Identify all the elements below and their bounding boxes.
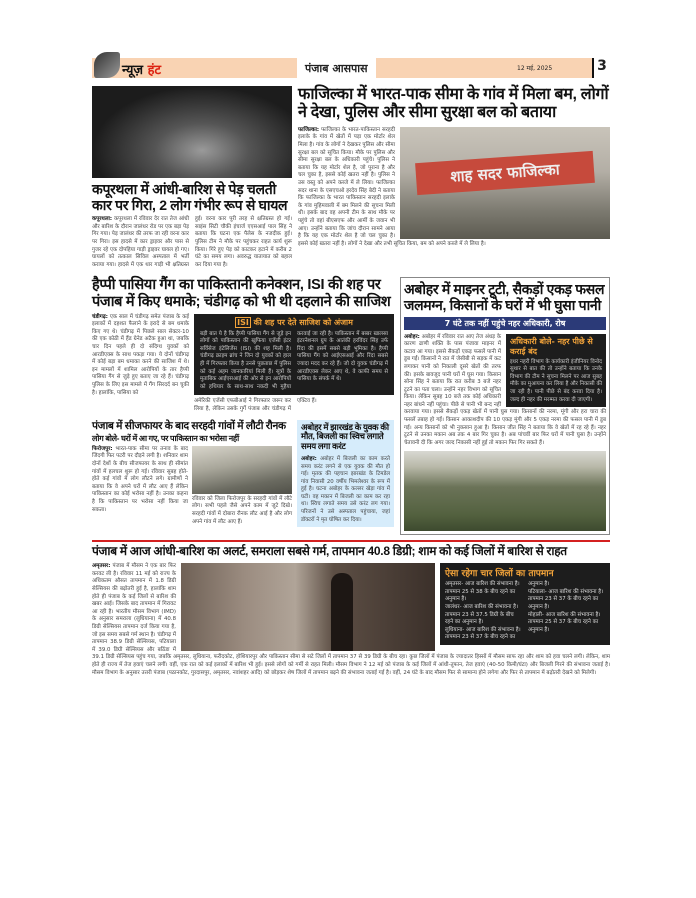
logo — [122, 60, 161, 78]
ceasefire-photo-block — [192, 446, 292, 526]
masthead — [92, 52, 610, 80]
temperature-box-title: ऐसा रहेगा चार जिलों का तापमान — [445, 569, 554, 580]
passia-tail: अमेरिकी एजेंसी एफबीआई ने गिरफ्तार जरूर कर लिया है, लेकिन उसके गुर्गे पंजाब और चंडीगढ़ में एक्टिव हैं। — [194, 398, 317, 413]
issue-date: 12 मई, 2025 — [517, 65, 553, 72]
isi-box-body: बड़ी बात ये है कि हैप्पी पासिया गैंग से जुड़े इन लोगों को पाकिस्तान की खुफिया एजेंसी इंटर सर्विसेज इंटेलिजेंस (ISI) की शह मिली है। चंडीगढ़ क्राइम ब्रांच ने जिन दो युवकों को हाल ही में गिरफ्तार किया है उनसे पूछताछ में पुलिस को कई अहम जानकारियां मिली हैं। सूत्रों के मुताबिक आईएसआई की ओर से इन आरोपियों को हथियार के साथ-साथ नकदी भी मुहैया करवाई जा रही है। पाकिस्तान में बब्बर खालसा इंटरनेशनल ग्रुप के आतंकी हरविंदर सिंह उर्फ रिंदा की इसमें सबसे बड़ी भूमिका है। हैप्पी पासिया गैंग को आईएसआई और रिंदा सबसे ज्यादा मदद कर रहे हैं। जो दो युवक चंडीगढ़ में आरडीएक्स लेकर आए थे, वे काफी समय से पासिया के संपर्क में थे। — [200, 330, 388, 390]
fazilka-headline: फाजिल्का में भारत-पाक सीमा के गांव में मिला बम, लोगों ने देखा, पुलिस और सीमा सुरक्षा बल को बताया — [298, 86, 609, 122]
officials-box-body: इधर नहरी विभाग के कार्यकारी इंजीनियर विनोद सुथार से बात की तो उन्होंने बताया कि उनके विभाग की टीम ने सूचना मिलने पर आज सुबह मौके का मुआयना कर लिया है और निकासी की जा रही है। पानी पीछे से बंद करवा दिया है। जल्द ही नहर की मरम्मत करवा दी जाएगी। — [510, 358, 602, 403]
dateline: चंडीगढ़: — [92, 313, 108, 320]
officials-box — [506, 334, 606, 408]
dateline: कपूरथला: — [92, 216, 113, 223]
weather-headline: पंजाब में आज आंधी-बारिश का अलर्ट, समराला सबसे गर्म, तापमान 40.8 डिग्री; शाम को कई जिलों में बारिश से राहत — [92, 544, 567, 559]
newspaper-page — [92, 52, 610, 677]
isi-box-title: ISI की शह पर देते साजिश को अंजाम — [237, 317, 353, 327]
ceasefire-caption: रविवार को जिला फिरोजपुर के सरहदी गांवों में लौटे लोग। सभी पहले जैसे अपने काम में जुटे दिखे। सरहदी गांवों में दोबारा रौनक लौट आई है और लोग अपने गांव में लौट आए हैं। — [192, 495, 292, 525]
abohar-canal-content — [404, 334, 606, 448]
ceasefire-story — [92, 420, 292, 527]
article-text: अबोहर में रविवार रात आए तेज अंधड़ के कारण ढाणी शक्ति के पास पंजावा माइनर में कटाव आ गया। इससे सैकड़ों एकड़ फसलें पानी में डूब गईं। किसानों ने रात में जेसीबी से सड़क में कट लगाकर पानी को निकाली दूसरे खेतों की तरफ की। इसके बावजूद पानी घरों में घुस गया। किसान सोना सिंह ने बताया कि रात करीब 3 बजे नहर टूटने का पता चला। उन्होंने नहर विभाग को सूचित किया। लेकिन सुबह 10 बजे तक कोई अधिकारी नहर बांधने नहीं पहुंचा। पीछे से पानी भी बन्द नहीं करवाया गया। इससे सैकड़ों एकड़ खेतों में पानी घुस गया। किसानों की नरमा, मूंगी और हरा चारा की फसलें तबाह हो गईं। किसान आकाशदीप की 10 एकड़ मूंगी और 5 एकड़ नरमा की फसल पानी में डूब गई। अन्य किसानों को भी नुकसान हुआ है। किसान जीत सिंह ने बताया कि वे खेतों में रह रहे हैं। नहर टूटने से उनका मकान अब तक 4 बार गिर चुका है। अब पांचवीं बार फिर घरों में पानी घुसा है। उन्होंने चेतावनी दी कि अगर जल्द निकासी नहीं हुई तो मकान फिर गिर सकते हैं। — [404, 333, 606, 446]
dateline: फिरोजपुर: — [92, 445, 113, 452]
passia-content — [92, 314, 394, 414]
article-text: कपूरथला में रविवार देर रात तेज आंधी और बारिश के दौरान जालंधर रोड पर एक बड़ा पेड़ गिर गया। पेड़ जालंधर की तरफ जा रही वरना कार पर गिरा। इस हादसे में कार ड्राइवर और पास से गुजर रहे एक दोपहिया गाड़ी ड्राइवर घायल हो गए। घायलों को तत्काल सिविल अस्पताल में भर्ती कराया गया। हादसे में एक थार गाड़ी भी क्षतिग्रस्त हुई। वरना कार पूरी तरह से क्षतिग्रस्त हो गई। साइंस सिटी चौकी इंचार्ज एएसआई पाल सिंह ने बताया कि घटना एक पैलेस के नजदीक हुई। पुलिस टीम ने मौके पर पहुंचकर राहत कार्य शुरू किया। गिरे हुए पेड़ को काटकर हटाने में करीब 2 घंटे का समय लगा। अवरुद्ध यातायात को बहाल कर दिया गया है। — [92, 216, 292, 268]
kapurthala-headline: कपूरथला में आंधी-बारिश से पेड़ चलती कार पर गिरा, 2 लोग गंभीर रूप से घायल — [92, 181, 288, 214]
person-silhouette — [331, 573, 353, 651]
abohar-canal-frame — [400, 277, 610, 535]
logo-text-accent: हंट — [147, 63, 162, 78]
isi-box — [194, 314, 394, 396]
kapurthala-body — [92, 216, 292, 269]
fazilka-story — [298, 86, 610, 248]
kapurthala-photo — [92, 86, 292, 178]
sign-board: शाह सदर फाजिल्का — [415, 151, 595, 195]
ceasefire-photo — [192, 446, 292, 494]
middle-row — [92, 277, 610, 535]
ceasefire-content — [92, 446, 292, 526]
kapurthala-story — [92, 86, 292, 269]
abohar-death-body — [301, 456, 390, 524]
dateline: अबोहर: — [301, 455, 317, 462]
weather-photo — [181, 563, 435, 651]
ceasefire-row — [92, 420, 394, 528]
logo-text: न्यूज़ — [122, 63, 144, 78]
officials-box-title: अधिकारी बोले- नहर पीछे से कराई बंद — [510, 336, 593, 356]
divider-red — [92, 540, 610, 542]
fazilka-content — [298, 127, 610, 249]
dateline: अमृतसर: — [92, 563, 111, 570]
abohar-death-box — [297, 420, 394, 528]
article-text: फाजिल्का के भारत-पाकिस्तान सरहदी इलाके के गांव में खेतों में पड़ा एक मोर्टार शेल मिला है। गांव के लोगों ने देखकर पुलिस और सीमा सुरक्षा बल को सूचित किया। मौके पर पुलिस और सीमा सुरक्षा बल के अधिकारी पहुंचे। पुलिस ने बताया कि यह मोर्टार शेल है, जो पुराना है और चल चुका है, इससे कोई खतरा नहीं है। पुलिस ने उस वस्तु को अपने कब्जे में ले लिया। फाजिल्का सदर थाना के एसएचओ हरदेव सिंह बेदी ने बताया कि फाजिल्का के भारत पाकिस्तान सरहदी इलाके के गांव मुहिमवाली में बम मिलने की सूचना मिली थी। इसके बाद वह अपनी टीम के साथ मौके पर पहुंचे तो वहां बीएसएफ और आर्मी के जवान भी आए। उन्होंने बताया कि जांच दौरान सामने आया है कि यह एक मोर्टार शेल है जो चल चुका है। इससे कोई खतरा नहीं है। लोगों ने देखा और तभी सूचित किया, बम को अपने कब्जे में ले लिया है। — [298, 126, 486, 247]
ceasefire-headline: पंजाब में सीजफायर के बाद सरहदी गांवों में लौटी रौनक — [92, 419, 286, 432]
page-number: 3 — [592, 58, 610, 78]
section-title: पंजाब आसपास — [297, 58, 376, 78]
top-row — [92, 86, 610, 269]
temperature-box — [440, 563, 610, 645]
passia-body — [92, 314, 189, 398]
temperature-item: मोहाली- आज बारिश की संभावना है। तापमान 25 से 37 के बीच रहने का अनुमान है। — [528, 611, 601, 633]
passia-right — [194, 314, 394, 414]
abohar-death-headline: अबोहर में झारखंड के युवक की मौत, बिजली का स्विच लगाते समय लगा करंट — [301, 421, 389, 452]
left-middle-column — [92, 277, 394, 527]
abohar-canal-photo — [404, 451, 606, 531]
article-text: भारत-पाक सीमा पर तनाव के बाद जिंदगी फिर पटरी पर दौड़ने लगी है। शनिवार शाम दोनों देशों के बीच सीजफायर के साथ ही सीमांत गांवों में हलचल शुरू हो गई। रविवार सुबह होते-होते कई गांवों में लोग लौटने लगे। ग्रामीणों ने बताया कि वे अपने घरों में लौट आए हैं लेकिन पाकिस्तान का कोई भरोसा नहीं है। उनका कहना है कि पाकिस्तान पर भरोसा नहीं किया जा सकता। — [92, 445, 189, 513]
temperature-item: लुधियाना- आज बारिश की संभावना है। तापमान 23 से 37 के बीच रहने का अनुमान है। — [445, 581, 550, 641]
temperature-item: अमृतसर- आज बारिश की संभावना है। तापमान 25 से 38 के बीच रहने का अनुमान है। — [445, 581, 520, 603]
article-text: पंजाब में मौसम ने एक बार फिर करवट ली है। रविवार 11 मई को राज्य के अधिकतम औसत तापमान में 1.8 डिग्री सेल्सियस की बढ़ोतरी हुई है, हालांकि शाम होते ही पंजाब के कई जिलों से बारिश की खबर आई। जिसके बाद तापमान में गिरावट आ रही है। भारतीय मौसम विभाग (IMD) के अनुसार समराला (लुधियाना) में 40.8 डिग्री सेल्सियस तापमान दर्ज किया गया है, जो इस समय सबसे गर्म स्थान है। चंडीगढ़ में तापमान 38.9 डिग्री सेल्सियस, पटियाला में 39.0 डिग्री सेल्सियस और बठिंडा में 39.1 डिग्री सेल्सियस पहुंच गया, जबकि अमृतसर, लुधियाना, फरीदकोट, होशियारपुर और पाकिस्तान सीमा से सटे जिलों में तापमान 37 से 39 डिग्री के बीच रहा। कुछ जिलों में पंजाब के ज्यादातर हिस्सों में मौसम साफ रहा और शाम को हवा चलने लगी। लेकिन, शाम होते ही राज्य में तेज हवाएं चलने लगीं। वहीं, एक रात को कई इलाकों में बारिश भी हुई। इससे लोगों को गर्मी से राहत मिली। मौसम विभाग ने 12 मई को पंजाब के कई जिलों में आंधी-तूफान, तेज हवाएं (40-50 किमी/घंटा) और बिजली गिरने की संभावना जताई है। मौसम विभाग के अनुसार उत्तरी पंजाब (पठानकोट, गुरदासपुर, अमृतसर, नवांशहर आदि) को छोड़कर शेष जिलों में तापमान बढ़ने की संभावना जताई गई है। वहीं, 24 घंटे के बाद मौसम फिर से सामान्य होने लगेगा और फिर से तापमान में बढ़ोतरी देखने को मिलेगी। — [92, 563, 610, 676]
passia-headline: हैप्पी पासिया गैंग का पाकिस्तानी कनेक्शन, ISI की शह पर पंजाब में किए धमाके; चंडीगढ़ को भी थी दहलाने की साजिश — [92, 277, 391, 311]
logo-bird-icon — [94, 52, 120, 78]
fazilka-photo — [400, 127, 610, 239]
temperature-list — [445, 581, 605, 642]
dateline: फाजिल्का: — [298, 126, 320, 133]
ceasefire-subhead: लोग बोले- घरों में आ गए, पर पाकिस्तान का भरोसा नहीं — [92, 433, 239, 443]
article-text: एक साल में चंडीगढ़ समेत पंजाब के कई इलाकों में दहशत फैलाने के इरादे से बम धमाके किए गए थे। चंडीगढ़ में पिछले साल सेक्टर-10 की एक कोठी में हैंड ग्रेनेड अटैक हुआ था, जबकि चार दिन पहले ही दो संदिग्ध युवकों को आरडीएक्स के साथ पकड़ा गया। ये दोनों चंडीगढ़ में कोई बड़ा बम धमाका करने की साजिश में थे। इन मामलों में शामिल आरोपियों के तार हैप्पी पासिया गैंग से जुड़े हुए बताए जा रहे हैं। चंडीगढ़ पुलिस के लिए इस मामले में गैंग सिरदर्द बन चुकी है। हालांकि, पासिया को — [92, 313, 189, 396]
temperature-item: जालंधर- आज बारिश की संभावना है। तापमान 23 से 37.5 डिग्री के बीच रहने का अनुमान है। — [445, 604, 518, 626]
abohar-canal-subhead: 7 घंटे तक नहीं पहुंचे नहर अधिकारी, रोष — [404, 317, 606, 330]
dateline: अबोहर: — [404, 333, 420, 340]
ceasefire-body — [92, 446, 188, 514]
temperature-item: पटियाला- आज बारिश की संभावना है। तापमान 23 से 37 के बीच रहने का अनुमान है। — [528, 588, 604, 611]
abohar-canal-headline: अबोहर में माइनर टूटी, सैकड़ों एकड़ फसल जलमग्न, किसानों के घरों में भी घुसा पानी — [404, 281, 605, 314]
article-text: अबोहर में बिजली का काम करते समय करंट लगने से एक युवक की मौत हो गई। मृतक की पहचान झारखंड के टिमडेल गांव निवासी 20 वर्षीय भिमलेश्वर के रूप में हुई है। घटना अबोहर के कल्लर खेड़ा गांव में घटी। वह मकान में बिजली का काम कर रहा था। स्विच लगाते समय उसे करंट लग गया। परिजनों ने उसे अस्पताल पहुंचाया, जहां डॉक्टरों ने मृत घोषित कर दिया। — [301, 455, 390, 523]
weather-content — [92, 563, 610, 677]
